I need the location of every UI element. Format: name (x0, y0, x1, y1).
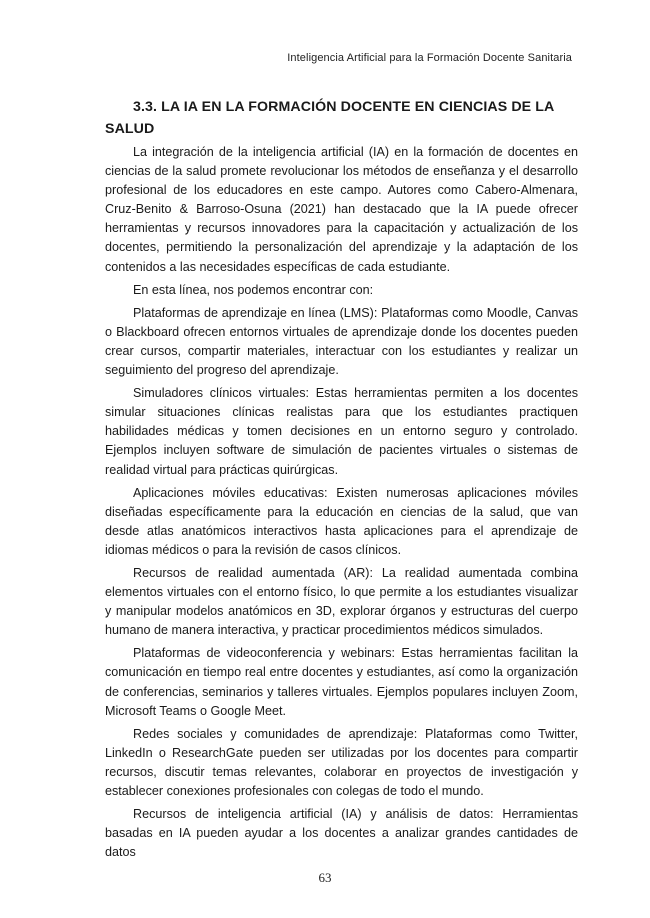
paragraph-lms: Plataformas de aprendizaje en línea (LMS): Plataformas como Moodle, Canvas o Blackboard ofrecen entornos virtuales de aprendizaje donde los docentes pueden crear cursos, compartir materiales, interactuar con los estudiantes y realizar un seguimiento del progreso del aprendizaje. (105, 305, 578, 378)
page-body (105, 96, 578, 866)
paragraph-lead-in: En esta línea, nos podemos encontrar con: (133, 282, 374, 297)
running-header: Inteligencia Artificial para la Formación Docente Sanitaria (287, 52, 572, 64)
paragraph-social-networks: Redes sociales y comunidades de aprendizaje: Plataformas como Twitter, LinkedIn o ResearchGate pueden ser utilizadas por los docentes para compartir recursos, discutir temas relevantes, colaborar en proyectos de investigación y establecer conexiones profesionales con colegas de todo el mundo. (105, 726, 578, 798)
paragraph-clinical-simulators: Simuladores clínicos virtuales: Estas herramientas permiten a los docentes simular situaciones clínicas realistas para que los estudiantes practiquen habilidades médicas y tomen decisiones en un entorno seguro y controlado. Ejemplos incluyen software de simulación de pacientes virtuales o sistemas de realidad virtual para prácticas quirúrgicas. (105, 386, 578, 477)
paragraph-augmented-reality: Recursos de realidad aumentada (AR): La realidad aumentada combina elementos virtuales con el entorno físico, lo que permite a los estudiantes visualizar y manipular modelos anatómicos en 3D, explorar órganos y estructuras del cuerpo humano de manera interactiva, y practicar procedimientos médicos simulados. (105, 565, 578, 638)
paragraph-intro: La integración de la inteligencia artificial (IA) en la formación de docentes en ciencias de la salud promete revolucionar los métodos de enseñanza y el desarrollo profesional de los educadores en este campo. Autores como Cabero-Almenara, Cruz-Benito & Barroso-Osuna (2021) han destacado que la IA puede ofrecer herramientas y recursos innovadores para la capacitación y actualización de los docentes, permitiendo la personalización del aprendizaje y la adaptación de los contenidos a las necesidades específicas de cada estudiante. (105, 145, 578, 274)
paragraph-mobile-apps: Aplicaciones móviles educativas: Existen numerosas aplicaciones móviles diseñadas específicamente para la educación en ciencias de la salud, que van desde atlas anatómicos interactivos hasta aplicaciones para el aprendizaje de idiomas médicos o para la revisión de casos clínicos. (105, 485, 578, 557)
section-heading: 3.3. LA IA EN LA FORMACIÓN DOCENTE EN CIENCIAS DE LA SALUD (105, 99, 554, 137)
paragraph-videoconference: Plataformas de videoconferencia y webinars: Estas herramientas facilitan la comunicación en tiempo real entre docentes y estudiantes, así como la organización de conferencias, seminarios y talleres virtuales. Ejemplos populares incluyen Zoom, Microsoft Teams o Google Meet. (105, 646, 578, 718)
paragraph-ai-data-analysis: Recursos de inteligencia artificial (IA) y análisis de datos: Herramientas basadas en IA pueden ayudar a los docentes a analizar grandes cantidades de datos (105, 807, 578, 860)
page-number: 63 (318, 870, 332, 885)
